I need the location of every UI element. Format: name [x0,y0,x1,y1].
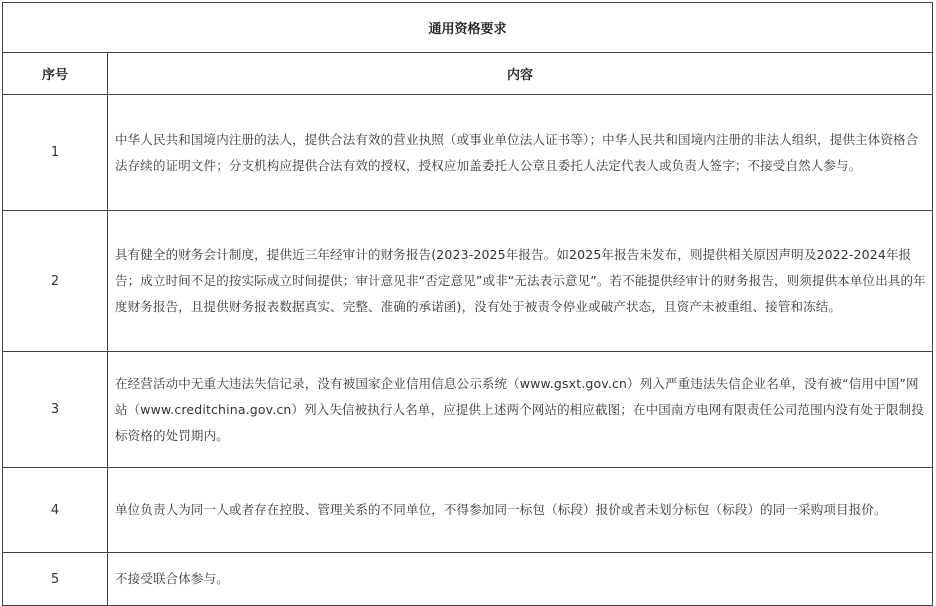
row-index: 3 [3,352,108,468]
table-row [3,468,933,553]
table-row [3,352,933,468]
row-index: 5 [3,553,108,606]
table-row [3,211,933,352]
header-index: 序号 [3,53,108,95]
table-title: 通用资格要求 [3,3,933,53]
row-index: 4 [3,468,108,553]
row-content: 在经营活动中无重大违法失信记录，没有被国家企业信用信息公示系统（www.gsxt.gov.cn）列入严重违法失信企业名单，没有被“信用中国”网站（www.creditchina.gov.cn）列入失信被执行人名单，应提供上述两个网站的相应截图；在中国南方电网有限责任公司范围内没有处于限制投标资格的处罚期内。 [108,352,933,468]
table-header-row [3,53,933,95]
row-content: 中华人民共和国境内注册的法人，提供合法有效的营业执照（或事业单位法人证书等）；中华人民共和国境内注册的非法人组织，提供主体资格合法存续的证明文件；分支机构应提供合法有效的授权，授权应加盖委托人公章且委托人法定代表人或负责人签字；不接受自然人参与。 [108,95,933,211]
qualification-table [2,2,933,606]
row-content: 具有健全的财务会计制度，提供近三年经审计的财务报告(2023-2025年报告。如2025年报告未发布，则提供相关原因声明及2022-2024年报告；成立时间不足的按实际成立时间提供；审计意见非“否定意见”或非“无法表示意见”。若不能提供经审计的财务报告，则须提供本单位出具的年度财务报告，且提供财务报表数据真实、完整、准确的承诺函)，没有处于被责令停业或破产状态，且资产未被重组、接管和冻结。 [108,211,933,352]
table-row [3,553,933,606]
table-row [3,95,933,211]
row-index: 1 [3,95,108,211]
row-content: 单位负责人为同一人或者存在控股、管理关系的不同单位，不得参加同一标包（标段）报价或者未划分标包（标段）的同一采购项目报价。 [108,468,933,553]
table-title-row [3,3,933,53]
row-content: 不接受联合体参与。 [108,553,933,606]
header-content: 内容 [108,53,933,95]
row-index: 2 [3,211,108,352]
